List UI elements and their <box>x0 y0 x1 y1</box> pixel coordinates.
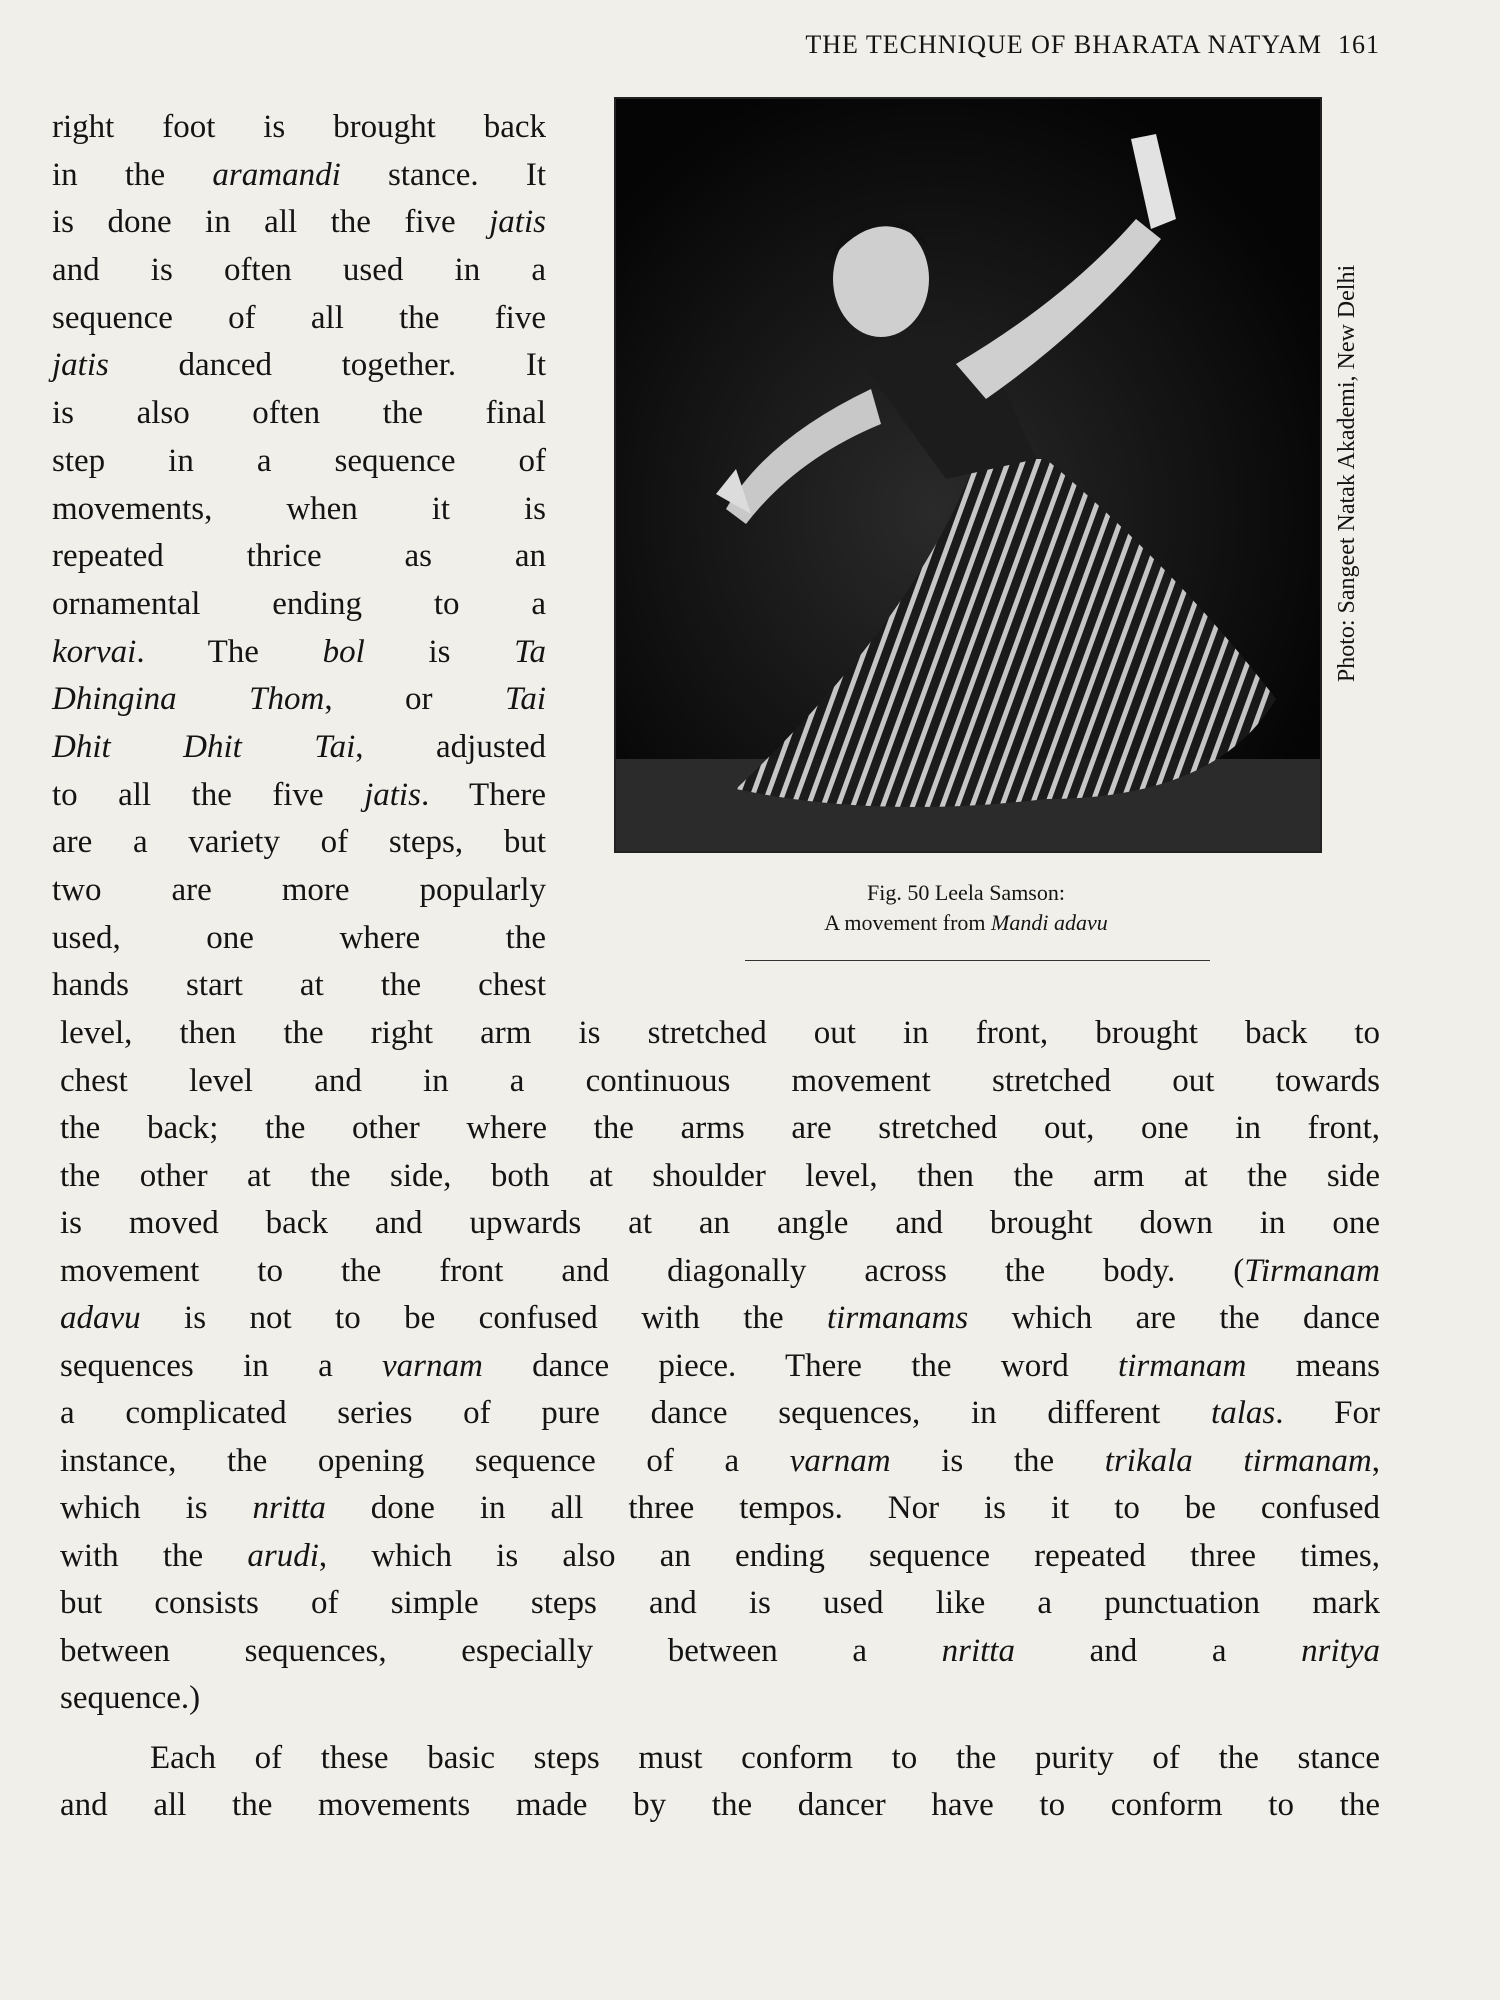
text-line: two are more popularly <box>52 872 546 908</box>
text-line: adavu is not to be confused with the tirmanams which are the dance <box>60 1300 1380 1336</box>
text-line: is moved back and upwards at an angle and brought down in one <box>60 1205 1380 1241</box>
text-line: repeated thrice as an <box>52 538 546 575</box>
text-line: sequence of all the five <box>52 299 546 336</box>
text-line: chest level and in a continuous movement stretched out towards <box>60 1062 1380 1099</box>
narrow-text-column <box>52 104 546 1010</box>
text-line: Dhit Dhit Tai, adjusted <box>52 728 546 765</box>
text-line: sequences in a varnam dance piece. There the word tirmanam means <box>60 1347 1380 1384</box>
caption-rule <box>745 960 1210 961</box>
text-line: and all the movements made by the dancer have to conform to the <box>60 1787 1380 1823</box>
photo-credit: Photo: Sangeet Natak Akademi, New Delhi <box>1334 264 1361 682</box>
caption-line-2: A movement from Mandi adavu <box>824 910 1108 935</box>
text-line: a complicated series of pure dance sequences, in different talas. For <box>60 1395 1381 1431</box>
figure-caption <box>614 878 1318 938</box>
text-line: Dhingina Thom, or Tai <box>52 681 546 718</box>
text-line: hands start at the chest <box>52 967 546 1004</box>
text-line: with the arudi, which is also an ending sequence repeated three times, <box>60 1537 1381 1574</box>
text-line: movement to the front and diagonally across the body. (Tirmanam <box>60 1252 1380 1289</box>
page-number: 161 <box>1338 30 1380 59</box>
caption-line-1: Fig. 50 Leela Samson: <box>867 880 1065 905</box>
text-line: used, one where the <box>52 919 546 956</box>
text-line: ornamental ending to a <box>52 585 546 622</box>
text-line: and is often used in a <box>52 252 546 289</box>
text-line: the back; the other where the arms are stretched out, one in front, <box>60 1110 1380 1146</box>
text-line: movements, when it is <box>52 490 546 527</box>
text-line: which is nritta done in all three tempos. Nor is it to be confused <box>60 1490 1380 1526</box>
text-line: is done in all the five jatis <box>52 204 546 241</box>
chapter-title: THE TECHNIQUE OF BHARATA NATYAM <box>805 30 1322 59</box>
text-line: korvai. The bol is Ta <box>52 633 546 670</box>
text-line: to all the five jatis. There <box>52 776 546 813</box>
text-line: jatis danced together. It <box>52 347 546 384</box>
text-line: but consists of simple steps and is used like a punctuation mark <box>60 1585 1380 1621</box>
running-head <box>560 30 1380 60</box>
paragraph-start-line: Each of these basic steps must conform to the purity of the stance <box>150 1739 1380 1776</box>
text-line: between sequences, especially between a nritta and a nritya <box>60 1632 1380 1669</box>
text-line: the other at the side, both at shoulder level, then the arm at the side <box>60 1157 1380 1194</box>
text-line: level, then the right arm is stretched out in front, brought back to <box>60 1015 1380 1051</box>
text-line: in the aramandi stance. It <box>52 156 546 193</box>
wide-text-column <box>60 1010 1380 1830</box>
text-line: step in a sequence of <box>52 442 546 479</box>
text-line: are a variety of steps, but <box>52 824 546 861</box>
dancer-photograph <box>614 97 1322 853</box>
text-line: right foot is brought back <box>52 109 546 145</box>
text-line: is also often the final <box>52 395 546 432</box>
photo-illustration <box>616 99 1320 851</box>
text-line: sequence.) <box>60 1680 201 1716</box>
text-line: instance, the opening sequence of a varnam is the trikala tirmanam, <box>60 1442 1381 1479</box>
